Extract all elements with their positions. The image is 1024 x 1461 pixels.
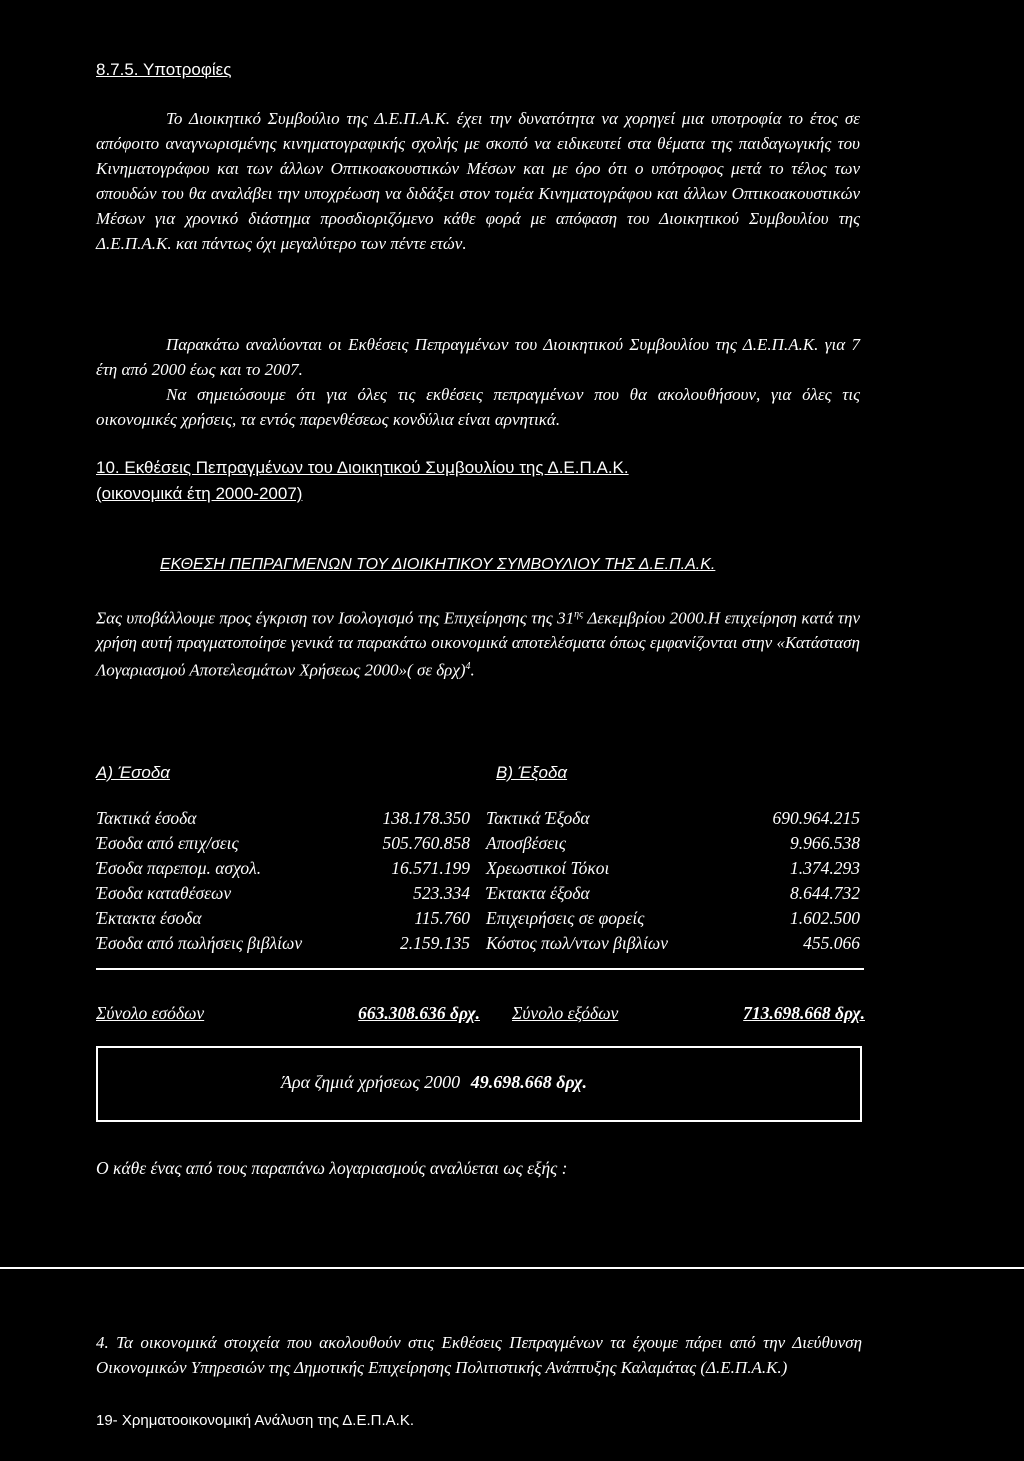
expense-value: 8.644.732 [790,883,860,903]
footnote-ref: 4 [465,660,471,672]
chapter-heading-line1: 10. Εκθέσεις Πεπραγμένων του Διοικητικού Συμβουλίου της Δ.Ε.Π.Α.Κ. [96,458,629,477]
report-title: ΕΚΘΕΣΗ ΠΕΠΡΑΓΜΕΝΩΝ ΤΟΥ ΔΙΟΙΚΗΤΙΚΟΥ ΣΥΜΒΟΥΛΙΟΥ ΤΗΣ Δ.Ε.Π.Α.Κ. [160,556,716,573]
income-value: 16.571.199 [391,858,470,878]
chapter-heading-line2: (οικονομικά έτη 2000-2007) [96,484,303,503]
expense-label: Χρεωστικοί Τόκοι [486,858,610,878]
report-intro [96,603,860,682]
income-total-value: 663.308.636 δρχ. [358,1003,480,1023]
income-label: Έσοδα παρεπομ. ασχολ. [96,858,262,878]
income-label: Έσοδα καταθέσεων [96,883,232,903]
report-intro-line1-a: Σας υποβάλλουμε προς έγκριση τον Ισολογισμό της Επιχείρησης της 31 [96,608,575,628]
income-value: 505.760.858 [382,833,470,853]
section-heading: 8.7.5. Υποτροφίες [96,60,232,79]
analysis-paragraph-2: Να σημειώσουμε ότι για όλες τις εκθέσεις πεπραγμένων που θα ακολουθήσουν, για όλες τις οικονομικές χρήσεις, τα εντός παρενθέσεως κονδύλια είναι αρνητικά. [96,385,860,429]
income-label: Τακτικά έσοδα [96,808,197,828]
expense-label: Τακτικά Έξοδα [486,808,590,828]
loss-box [96,1046,862,1122]
income-value: 523.334 [413,883,470,903]
analysis-paragraph-1: Παρακάτω αναλύονται οι Εκθέσεις Πεπραγμένων του Διοικητικού Συμβουλίου της Δ.Ε.Π.Α.Κ. για 7 έτη από 2000 έως και το 2007. [96,335,860,379]
expenses-heading: Β) Έξοδα [496,763,568,782]
expense-value: 9.966.538 [790,833,860,853]
report-intro-line1-b: Δεκεμβρίου [583,608,666,628]
report-intro-rest: 2000.Η επιχείρηση κατά την χρήση αυτή πραγματοποίησε γενικά τα παρακάτω οικονομικά αποτελέσματα όπως εμφανίζονται στην «Κατάσταση Λογαριασμού Αποτελεσμάτων Χρήσεως 2000»( σε δρχ) [96,608,860,680]
expense-value: 455.066 [803,933,860,953]
expense-label: Αποσβέσεις [486,833,566,853]
expense-value: 690.964.215 [772,808,860,828]
expense-label: Έκτακτα έξοδα [486,883,590,903]
income-value: 2.159.135 [400,933,470,953]
expenses-total-label: Σύνολο εξόδων [512,1003,619,1023]
footnote-separator [0,1267,1024,1269]
expense-label: Κόστος πωλ/ντων βιβλίων [486,933,668,953]
loss-value: 49.698.668 δρχ. [470,1072,587,1092]
footnote: 4. Τα οικονομικά στοιχεία που ακολουθούν στις Εκθέσεις Πεπραγμένων τα έχουμε πάρει από την Διεύθυνση Οικονομικών Υπηρεσιών της Δημοτικής Επιχείρησης Πολιτιστικής Ανάπτυξης Καλαμάτας (Δ.Ε.Π.Α.Κ.) [96,1333,862,1377]
expense-value: 1.602.500 [790,908,860,928]
income-label: Έκτακτα έσοδα [96,908,202,928]
expense-value: 1.374.293 [790,858,860,878]
table-divider [96,968,864,970]
intro-paragraph: Το Διοικητικό Συμβούλιο της Δ.Ε.Π.Α.Κ. έχει την δυνατότητα να χορηγεί μια υποτροφία το έτος σε απόφοιτο αναγνωρισμένης κινηματογραφικής σχολής με σκοπό να ειδικευτεί στα θέματα της παιδαγωγικής του Κινηματογράφου και των άλλων Οπτικοακουστικών Μέσων και με όρο ότι ο υπότροφος μετά το τέλος των σπουδών του θα αναλάβει την υποχρέωση να διδάξει στον τομέα Κινηματογράφου και άλλων Οπτικοακουστικών Μέσων για χρονικό διάστημα προσδιοριζόμενο κάθε φορά με απόφαση του Διοικητικού Συμβουλίου της Δ.Ε.Π.Α.Κ. και πάντως όχι μεγαλύτερο των πέντε ετών. [96,109,860,253]
income-total-label: Σύνολο εσόδων [96,1003,205,1023]
page-footer: 19- Χρηματοοικονομική Ανάλυση της Δ.Ε.Π.Α.Κ. [96,1412,414,1429]
income-heading: Α) Έσοδα [96,763,170,782]
income-value: 115.760 [414,908,470,928]
report-intro-end: . [470,660,475,680]
breakdown-note: Ο κάθε ένας από τους παραπάνω λογαριασμούς αναλύεται ως εξής : [96,1158,568,1178]
expenses-total-value: 713.698.668 δρχ. [743,1003,865,1023]
income-label: Έσοδα από πωλήσεις βιβλίων [96,933,303,953]
income-value: 138.178.350 [382,808,470,828]
expense-label: Επιχειρήσεις σε φορείς [486,908,645,928]
loss-label: Άρα ζημιά χρήσεως 2000 [281,1072,461,1092]
report-intro-sup: ης [574,609,584,620]
income-label: Έσοδα από επιχ/σεις [96,833,239,853]
